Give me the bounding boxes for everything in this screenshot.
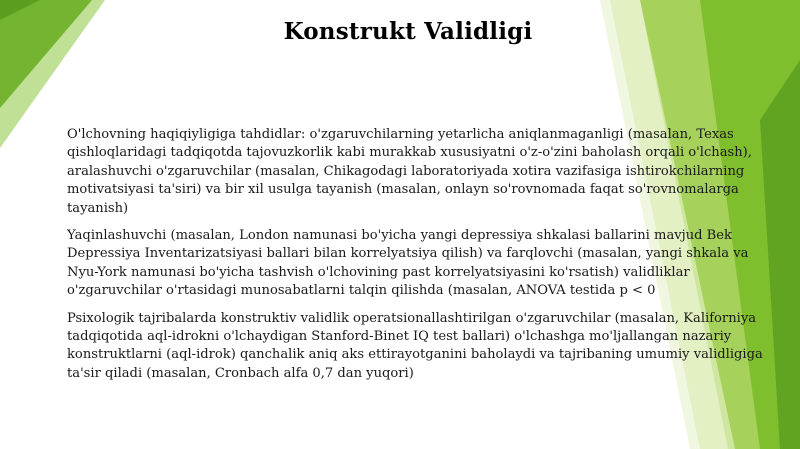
- slide-title: Konstrukt Validligi: [283, 18, 533, 45]
- paragraph-construct-validity: Psixologik tajribalarda konstruktiv validlik operatsionallashtirilgan o'zgaruvchilar (masalan, Kaliforniya tadqiqotida aql-idrokni o'lchaydigan Stanford-Binet IQ test ballari) o'lchashga mo'ljallangan nazariy konstruktlarni (aql-idrok) qanchalik aniq aks ettirayotganini baholaydi va tajribaning umumiy validligiga ta'sir qiladi (masalan, Cronbach alfa 0,7 dan yuqori): [67, 310, 763, 381]
- paragraph-threats: O'lchovning haqiqiyligiga tahdidlar: o'zgaruvchilarning yetarlicha aniqlanmaganligi (masalan, Texas qishloqlaridagi tadqiqotda tajovuzkorlik kabi murakkab xususiyatni o'z-o'zini baholash orqali o'lchash), aralashuvchi o'zgaruvchilar (masalan, Chikagodagi laboratoriyada xotira vazifasiga ishtirokchilarning motivatsiyasi ta'siri) va bir xil usulga tayanish (masalan, onlayn so'rovnomada faqat so'rovnomalarga tayanish): [67, 127, 752, 216]
- slide-body: [67, 126, 767, 392]
- paragraph-convergent-discriminant: Yaqinlashuvchi (masalan, London namunasi bo'yicha yangi depressiya shkalasi ballarini mavjud Bek Depressiya Inventarizatsiyasi ballari bilan korrelyatsiya qilish) va farqlovchi (masalan, yangi shkala va Nyu-York namunasi bo'yicha tashvish o'lchovining past korrelyatsiyasini ko'rsatish) validliklar o'zgaruvchilar o'rtasidagi munosabatlarni talqin qilishda (masalan, ANOVA testida p < 0: [67, 228, 749, 299]
